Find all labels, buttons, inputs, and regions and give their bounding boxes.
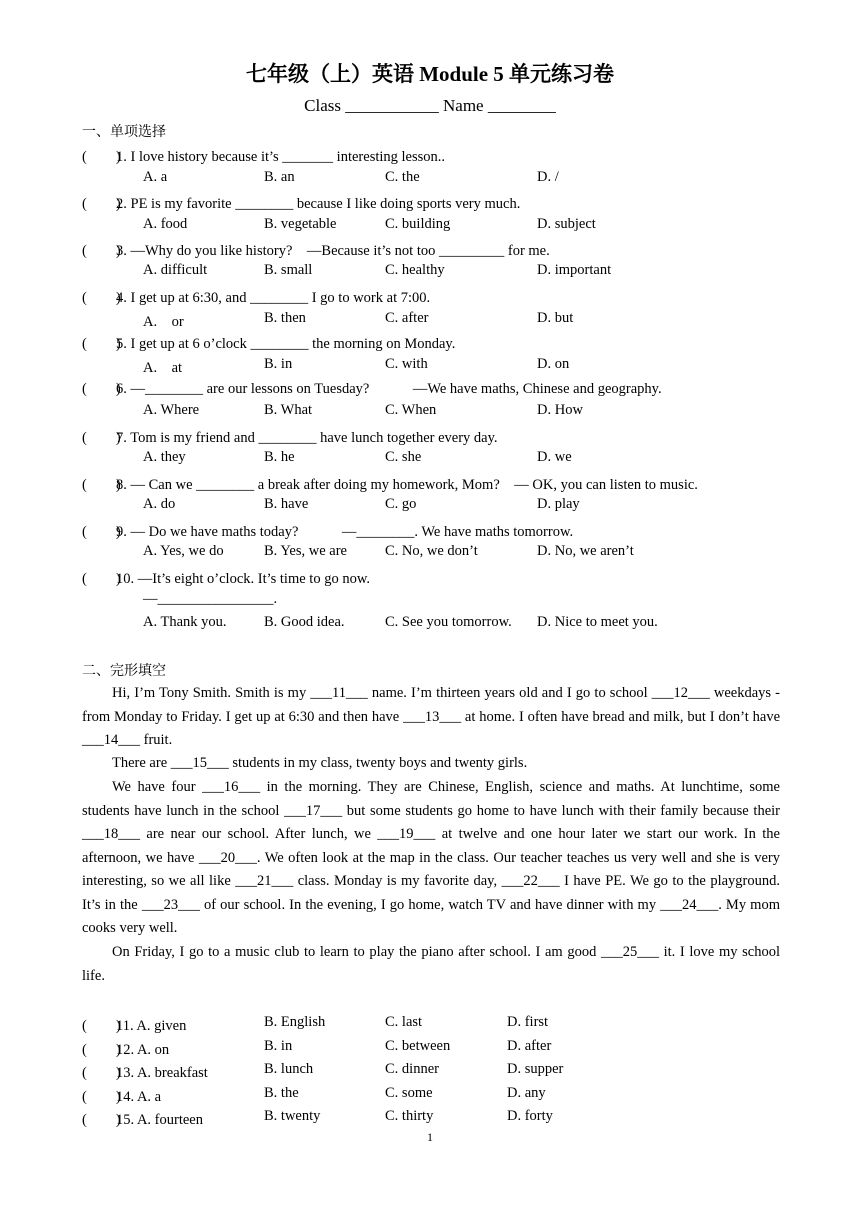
answer-option: B. What [264,402,313,418]
answer-option: B. English [264,1014,326,1030]
question-text: 3. —Why do you like history? —Because it’s not too _________ for me. [116,243,550,259]
cloze-number: 15. [116,1112,137,1128]
answer-option: B. have [264,496,309,512]
question-text: 6. —________ are our lessons on Tuesday? —We have maths, Chinese and geography. [116,381,662,397]
answer-option: C. between [385,1038,451,1054]
answer-option: C. with [385,356,428,372]
class-name-line: Class ___________ Name ________ [304,96,556,115]
answer-option: A. a [143,169,168,185]
answer-option: B. he [264,449,295,465]
answer-option: C. When [385,402,437,418]
question-stem [82,286,430,307]
question-stem [82,567,370,588]
section-heading-1: 一、单项选择 [82,124,166,140]
answer-option: B. twenty [264,1108,321,1124]
passage-paragraph: We have four ___16___ in the morning. They are Chinese, English, science and maths. At lunchtime, some students have lunch in the school ___17___ but some students go home to have lunch with their family because their ___18___ are near our school. After lunch, we ___19___ at twelve and one hour later we start our work. In the afternoon, we have ___20___. We often look at the map in the class. Our teacher teaches us very well and she is very interesting, so we all like ___21___ class. Monday is my favorite day, ___22___ I have PE. We go to the playground. It’s in the ___23___ of our school. In the evening, I go home, watch TV and have dinner with my ___24___. My mom cooks very well. [82,779,780,936]
cloze-row [82,1108,203,1129]
answer-bracket[interactable]: ( ) [82,336,121,352]
cloze-row [82,1061,208,1082]
answer-option: B. the [264,1085,299,1101]
answer-option: B. an [264,169,295,185]
question-text: 10. —It’s eight o’clock. It’s time to go now. [116,571,370,587]
answer-option: C. No, we don’t [385,543,478,559]
answer-bracket[interactable]: ( ) [82,381,121,397]
answer-option: B. vegetable [264,216,337,232]
question-stem [82,426,498,447]
answer-option: B. then [264,310,306,326]
answer-option: A. at [143,360,183,376]
answer-option: A. on [136,1042,170,1058]
answer-option: C. last [385,1014,423,1030]
answer-option: C. See you tomorrow. [385,614,512,630]
answer-bracket[interactable]: ( ) [82,524,121,540]
answer-option: A. breakfast [136,1065,208,1081]
answer-bracket[interactable]: ( ) [82,290,121,306]
passage-paragraph: On Friday, I go to a music club to learn to play the piano after school. I am good ___25___ it. I love my school life. [82,944,780,984]
answer-option: D. but [537,310,574,326]
answer-option: D. subject [537,216,596,232]
answer-bracket[interactable]: ( ) [82,1065,121,1081]
answer-option: C. she [385,449,422,465]
answer-option: C. building [385,216,451,232]
answer-option: A. Thank you. [143,614,227,630]
answer-option: A. or [143,314,184,330]
answer-option: D. we [537,449,572,465]
answer-bracket[interactable]: ( ) [82,430,121,446]
cloze-number: 11. [116,1018,137,1034]
section-heading-2: 二、完形填空 [82,663,166,679]
answer-option: C. thirty [385,1108,434,1124]
question-text: 7. Tom is my friend and ________ have lunch together every day. [116,430,498,446]
question-text: 8. — Can we ________ a break after doing my homework, Mom? — OK, you can listen to music. [116,477,698,493]
answer-option: A. fourteen [136,1112,203,1128]
cloze-row [82,1038,169,1059]
answer-option: C. the [385,169,420,185]
answer-option: A. Yes, we do [143,543,224,559]
question-stem [82,332,455,353]
answer-bracket[interactable]: ( ) [82,1042,121,1058]
question-text: 5. I get up at 6 o’clock ________ the morning on Monday. [116,336,456,352]
question-stem [82,192,520,213]
question-stem [82,520,573,541]
answer-option: B. Good idea. [264,614,345,630]
question-text: 2. PE is my favorite ________ because I like doing sports very much. [116,196,521,212]
question-stem [82,145,445,166]
passage-paragraph: Hi, I’m Tony Smith. Smith is my ___11___ name. I’m thirteen years old and I go to school ___12___ weekdays - from Monday to Friday. I get up at 6:30 and then have ___13___ at home. I often have bread and milk, but I don’t have ___14___ fruit. [82,685,780,748]
answer-option: D. important [537,262,612,278]
answer-option: D. Nice to meet you. [537,614,658,630]
answer-option: B. in [264,1038,293,1054]
answer-bracket[interactable]: ( ) [82,243,121,259]
cloze-number: 14. [116,1089,137,1105]
question-stem [82,239,550,260]
answer-option: C. go [385,496,417,512]
answer-option: C. after [385,310,429,326]
question-stem [82,473,698,494]
answer-option: A. given [136,1018,187,1034]
answer-option: A. they [143,449,186,465]
answer-option: C. some [385,1085,433,1101]
question-text: 4. I get up at 6:30, and ________ I go to work at 7:00. [116,290,431,306]
question-stem [82,377,662,398]
answer-option: A. Where [143,402,200,418]
answer-option: B. lunch [264,1061,314,1077]
answer-bracket[interactable]: ( ) [82,1112,121,1128]
answer-option: B. small [264,262,313,278]
answer-option: A. food [143,216,188,232]
answer-bracket[interactable]: ( ) [82,477,121,493]
answer-option: A. difficult [143,262,208,278]
answer-option: D. No, we aren’t [537,543,634,559]
answer-option: D. any [507,1085,546,1101]
cloze-row [82,1014,186,1035]
answer-option: D. play [537,496,580,512]
answer-bracket[interactable]: ( ) [82,196,121,212]
answer-option: A. do [143,496,176,512]
answer-option: C. healthy [385,262,445,278]
answer-bracket[interactable]: ( ) [82,1089,121,1105]
answer-option: D. first [507,1014,549,1030]
answer-option: A. a [136,1089,162,1105]
cloze-row [82,1085,161,1106]
page-title: 七年级（上）英语 Module 5 单元练习卷 [245,62,615,86]
answer-option: D. on [537,356,570,372]
answer-option: B. in [264,356,293,372]
answer-option: B. Yes, we are [264,543,347,559]
answer-bracket[interactable]: ( ) [82,1018,121,1034]
answer-option: D. How [537,402,583,418]
answer-option: D. after [507,1038,552,1054]
answer-option: D. forty [507,1108,553,1124]
response-blank: —________________. [143,591,278,607]
passage-paragraph: There are ___15___ students in my class, twenty boys and twenty girls. [112,755,528,771]
page-number: 1 [427,1130,433,1144]
cloze-number: 12. [116,1042,137,1058]
answer-option: D. / [537,169,559,185]
answer-bracket[interactable]: ( ) [82,149,121,165]
question-text: 9. — Do we have maths today? —________. We have maths tomorrow. [116,524,574,540]
answer-option: C. dinner [385,1061,439,1077]
answer-bracket[interactable]: ( ) [82,571,121,587]
cloze-number: 13. [116,1065,137,1081]
answer-option: D. supper [507,1061,564,1077]
question-text: 1. I love history because it’s _______ interesting lesson.. [116,149,446,165]
